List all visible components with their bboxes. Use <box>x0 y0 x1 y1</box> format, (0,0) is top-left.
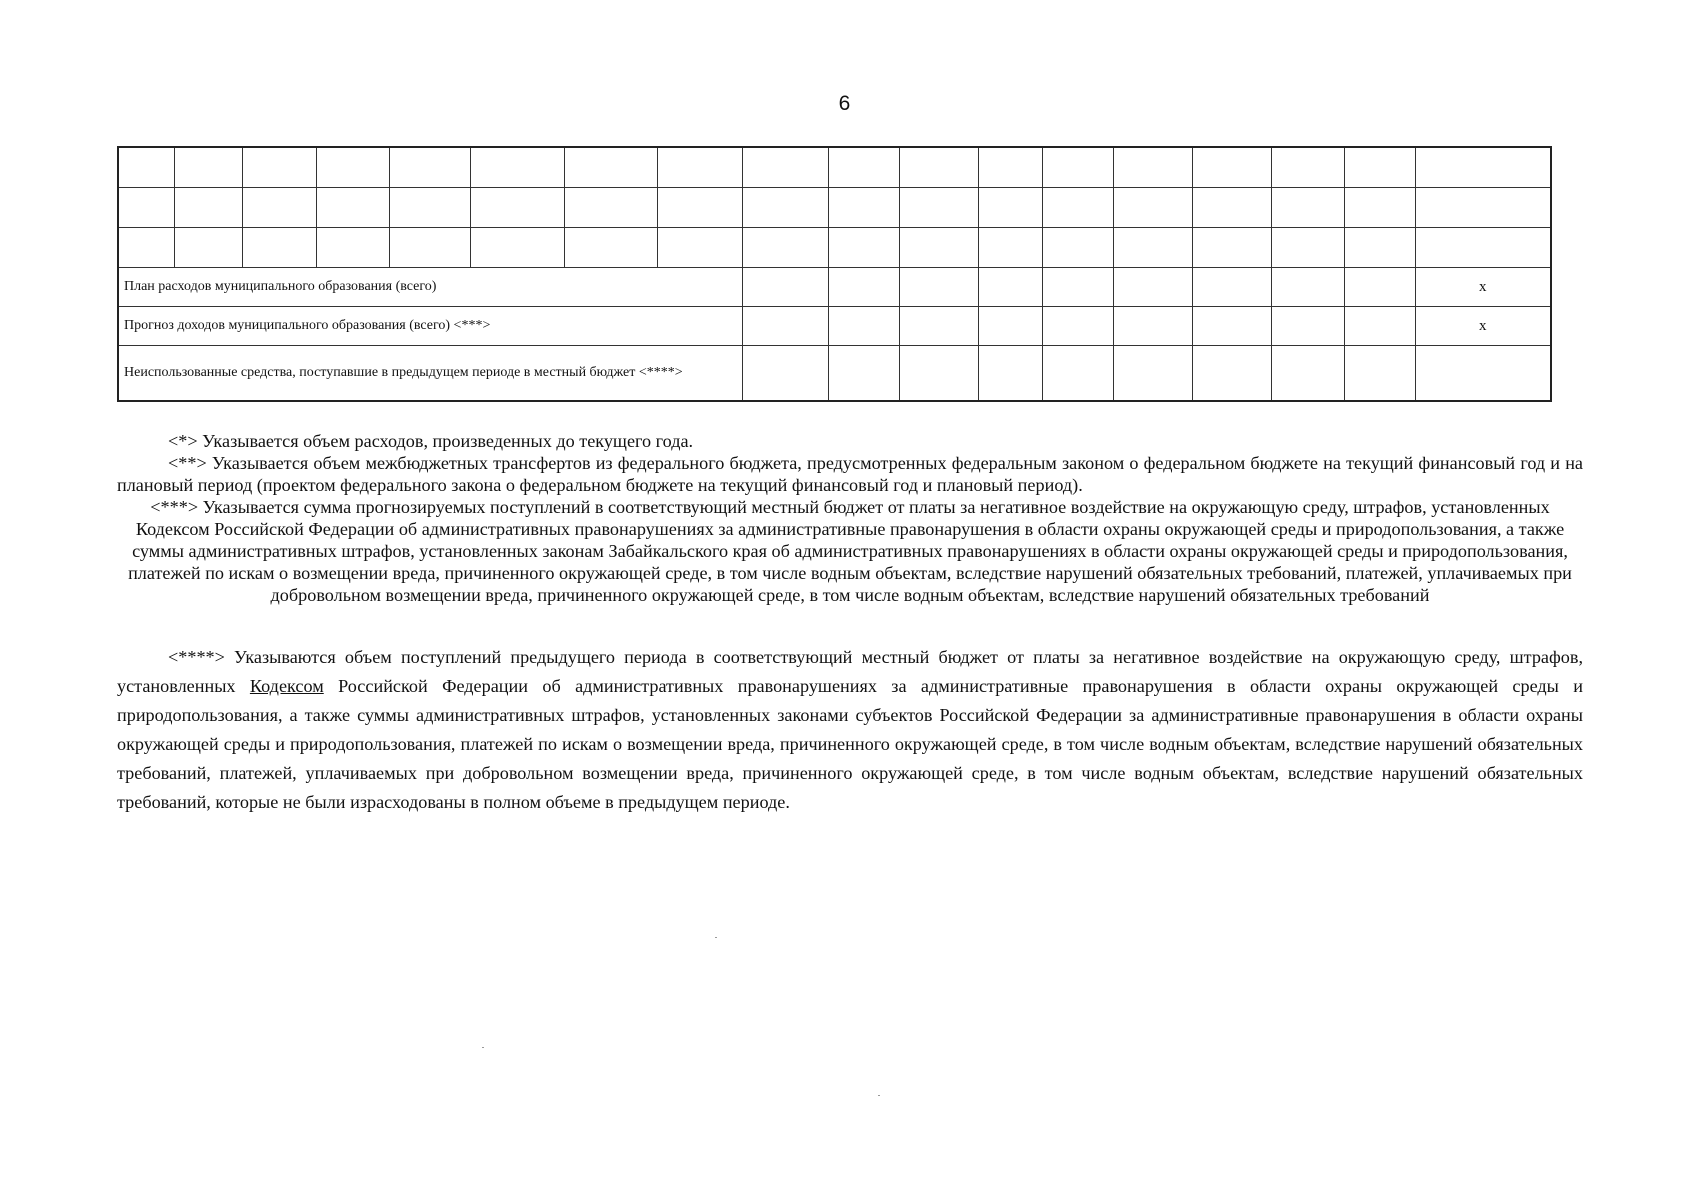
table-cell <box>1192 228 1271 268</box>
table-cell <box>1344 147 1415 188</box>
table-cell <box>899 228 978 268</box>
table-cell <box>742 346 828 402</box>
table-cell <box>1192 268 1271 307</box>
table-cell <box>1271 268 1344 307</box>
table-cell <box>1344 268 1415 307</box>
table-cell <box>174 228 242 268</box>
x-mark-cell: x <box>1415 307 1551 346</box>
scan-speck <box>715 937 717 938</box>
scan-speck <box>878 1095 880 1096</box>
table-cell <box>1415 228 1551 268</box>
table-cell <box>978 147 1042 188</box>
table-cell <box>242 147 316 188</box>
table-cell <box>1271 147 1344 188</box>
table-cell <box>118 147 174 188</box>
table-cell <box>657 147 742 188</box>
table-cell <box>1042 346 1113 402</box>
table-cell <box>1271 188 1344 228</box>
table-cell <box>1192 346 1271 402</box>
table-cell <box>470 188 564 228</box>
table-cell <box>828 147 899 188</box>
row-label: План расходов муниципального образования (всего) <box>118 268 742 307</box>
table-cell <box>564 228 657 268</box>
table-cell <box>1344 188 1415 228</box>
table-cell <box>828 268 899 307</box>
table-cell <box>978 188 1042 228</box>
table-cell <box>389 228 470 268</box>
table-cell <box>978 228 1042 268</box>
scan-speck <box>482 1047 484 1048</box>
kodeks-link[interactable]: Кодексом <box>249 676 324 696</box>
footnote-4-text-start: <****> Указываются объем поступлений предыдущего периода в соответствующий местный бюджет от платы за негативное воздействие на окружающую среду, штрафов, установленных <box>117 647 1583 696</box>
table-cell <box>828 346 899 402</box>
table-cell <box>1113 307 1192 346</box>
table-cell <box>389 147 470 188</box>
page-number: 6 <box>838 92 851 115</box>
table-cell <box>1042 147 1113 188</box>
table-cell <box>899 346 978 402</box>
table-cell <box>742 307 828 346</box>
table-cell <box>1192 188 1271 228</box>
table-cell <box>118 188 174 228</box>
table-cell <box>1344 346 1415 402</box>
table-cell <box>242 188 316 228</box>
table-cell <box>1415 188 1551 228</box>
table-cell <box>1415 147 1551 188</box>
table-cell <box>1192 147 1271 188</box>
table-row <box>118 228 1551 268</box>
table-row-unused-funds <box>118 346 1551 402</box>
footnote-3: <***> Указывается сумма прогнозируемых поступлений в соответствующий местный бюджет от платы за негативное воздействие на окружающую среду, штрафов, установленных Кодексом Российской Федерации об административных правонарушениях за административные правонарушения в области охраны окружающей среды и природопользования, а также суммы административных штрафов, установленных законам Забайкальского края об административных правонарушениях в области охраны окружающей среды и природопользования, платежей по искам о возмещении вреда, причиненного окружающей среде, в том числе водным объектам, вследствие нарушений обязательных требований, платежей, уплачиваемых при добровольном возмещении вреда, причиненного окружающей среде, в том числе водным объектам, вследствие нарушений обязательных требований <box>128 497 1572 605</box>
table-cell <box>316 188 389 228</box>
table-cell <box>118 228 174 268</box>
table-cell <box>316 147 389 188</box>
table-cell <box>1113 228 1192 268</box>
footnote-1: <*> Указывается объем расходов, произведенных до текущего года. <box>168 431 694 451</box>
table-cell <box>564 188 657 228</box>
table-cell <box>742 228 828 268</box>
table-row-income-forecast <box>118 307 1551 346</box>
table-cell <box>316 228 389 268</box>
budget-table <box>117 146 1552 402</box>
table-cell <box>389 188 470 228</box>
table-cell <box>828 228 899 268</box>
table-cell <box>978 346 1042 402</box>
table-cell <box>899 307 978 346</box>
table-cell <box>1192 307 1271 346</box>
footnote-4 <box>117 643 1583 817</box>
table-cell <box>1113 147 1192 188</box>
table-cell <box>470 147 564 188</box>
table-cell <box>1415 346 1551 402</box>
table-cell <box>1271 346 1344 402</box>
table-cell <box>1344 307 1415 346</box>
table-cell <box>1271 307 1344 346</box>
table-cell <box>1042 188 1113 228</box>
x-mark-cell: x <box>1415 268 1551 307</box>
table-row-expenses-plan <box>118 268 1551 307</box>
table-cell <box>1113 268 1192 307</box>
table-cell <box>1042 307 1113 346</box>
footnote-4-text-end: Российской Федерации об административных правонарушениях за административные правонарушения в области охраны окружающей среды и природопользования, а также суммы административных штрафов, установленных законами субъектов Российской Федерации за административные правонарушения в области охраны окружающей среды и природопользования, платежей по искам о возмещении вреда, причиненного окружающей среде, в том числе водным объектам, вследствие нарушений обязательных требований, платежей, уплачиваемых при добровольном возмещении вреда, причиненного окружающей среде, в том числе водным объектам, вследствие нарушений обязательных требований, которые не были израсходованы в полном объеме в предыдущем периоде. <box>117 676 1583 812</box>
table-cell <box>242 228 316 268</box>
table-row <box>118 147 1551 188</box>
table-cell <box>564 147 657 188</box>
row-label: Неиспользованные средства, поступавшие в предыдущем периоде в местный бюджет <****> <box>118 346 742 402</box>
footnote-2: <**> Указывается объем межбюджетных трансфертов из федерального бюджета, предусмотренных федеральным законом о федеральном бюджете на текущий финансовый год и на плановый период (проектом федерального закона о федеральном бюджете на текущий финансовый год и плановый период). <box>117 453 1583 495</box>
table-cell <box>899 188 978 228</box>
table-cell <box>828 188 899 228</box>
table-cell <box>1042 268 1113 307</box>
table-cell <box>657 188 742 228</box>
table-cell <box>1344 228 1415 268</box>
table-cell <box>978 307 1042 346</box>
table-cell <box>470 228 564 268</box>
table-cell <box>657 228 742 268</box>
table-cell <box>742 268 828 307</box>
table-cell <box>828 307 899 346</box>
table-cell <box>1113 188 1192 228</box>
table-cell <box>899 268 978 307</box>
table-cell <box>899 147 978 188</box>
table-row <box>118 188 1551 228</box>
table-cell <box>1113 346 1192 402</box>
table-cell <box>1271 228 1344 268</box>
table-cell <box>742 147 828 188</box>
table-cell <box>978 268 1042 307</box>
table-cell <box>174 188 242 228</box>
table-cell <box>742 188 828 228</box>
table-cell <box>1042 228 1113 268</box>
row-label: Прогноз доходов муниципального образования (всего) <***> <box>118 307 742 346</box>
table-cell <box>174 147 242 188</box>
